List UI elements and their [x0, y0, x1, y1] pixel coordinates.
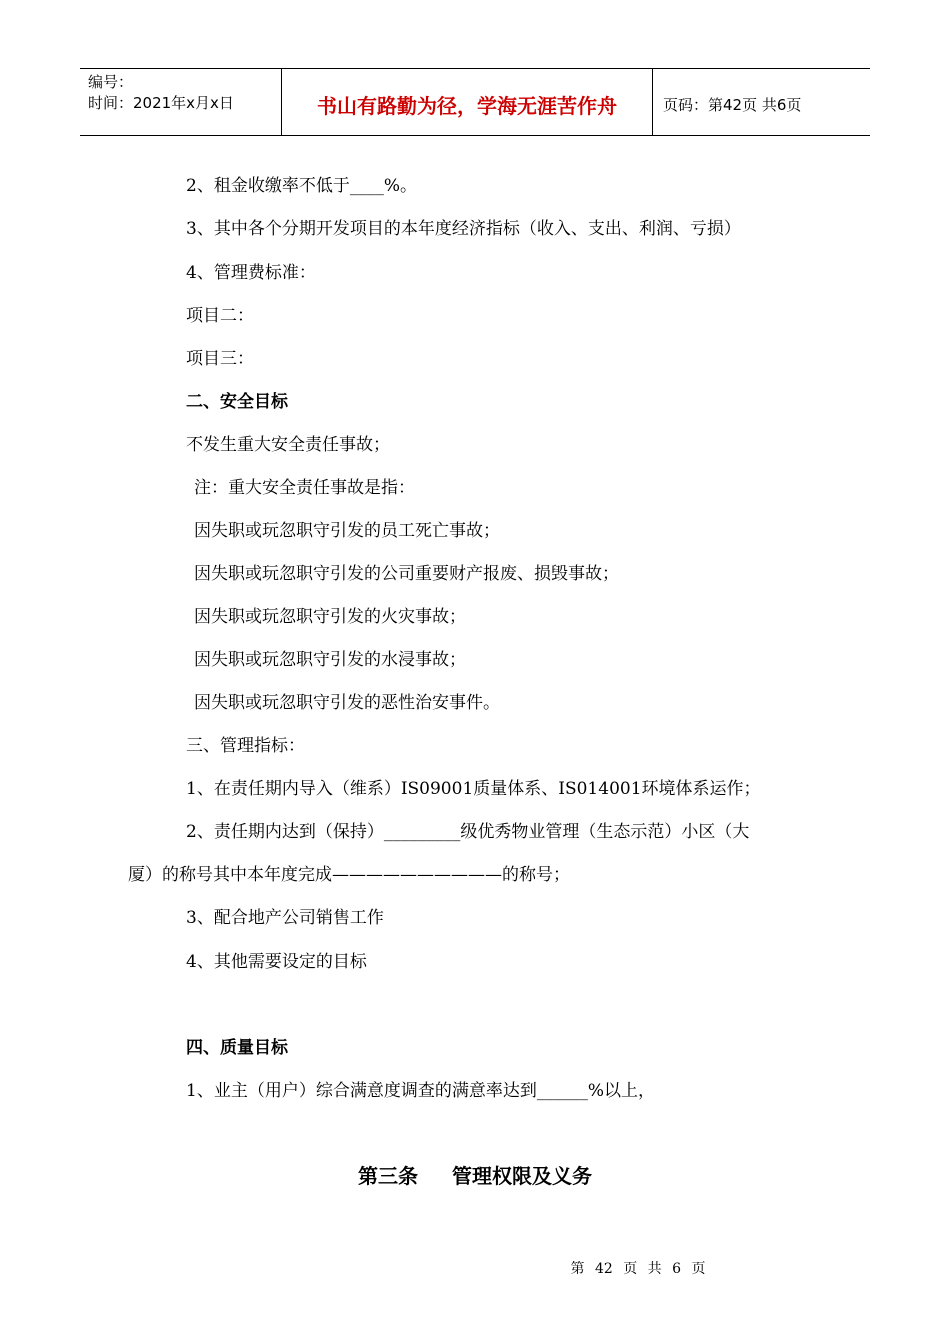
- body-line-other-goals: 4、其他需要设定的目标: [186, 952, 367, 972]
- page-footer: 第 42 页 共 6 页: [570, 1261, 706, 1277]
- body-line-accident-property: 因失职或玩忽职守引发的公司重要财产报废、损毁事故；: [194, 564, 619, 584]
- body-line-accident-death: 因失职或玩忽职守引发的员工死亡事故；: [194, 521, 500, 541]
- body-line-management-fee: 4、管理费标准：: [186, 263, 316, 283]
- body-line-excellent-property: 2、责任期内达到（保持）_________级优秀物业管理（生态示范）小区（大: [186, 822, 750, 842]
- page-header: [80, 68, 870, 136]
- time-label: 时间：2021年x月x日: [88, 94, 234, 112]
- body-line-satisfaction: 1、业主（用户）综合满意度调查的满意率达到______%以上，: [186, 1081, 655, 1101]
- body-line-economic-indicators: 3、其中各个分期开发项目的本年度经济指标（收入、支出、利润、亏损）: [186, 219, 741, 239]
- article-heading: [0, 1160, 950, 1189]
- article-number: 第三条: [358, 1164, 418, 1188]
- body-line-note: 注：重大安全责任事故是指：: [194, 478, 415, 498]
- body-line-accident-security: 因失职或玩忽职守引发的恶性治安事件。: [194, 693, 500, 713]
- header-page-info: 页码：第42页 共6页: [663, 95, 802, 114]
- body-line-no-accident: 不发生重大安全责任事故；: [186, 435, 390, 455]
- body-line-accident-fire: 因失职或玩忽职守引发的火灾事故；: [194, 607, 466, 627]
- body-line-title-completion: 厦）的称号其中本年度完成——————————的称号；: [128, 865, 570, 885]
- header-meta: [80, 69, 281, 135]
- heading-management-indicators: 三、管理指标：: [186, 736, 305, 756]
- header-motto: 书山有路勤为径，学海无涯苦作舟: [281, 69, 653, 135]
- heading-quality-goal: 四、质量目标: [186, 1038, 288, 1058]
- body-line-sales-support: 3、配合地产公司销售工作: [186, 908, 384, 928]
- body-line-rent-rate: 2、租金收缴率不低于____%。: [186, 176, 417, 196]
- body-line-iso: 1、在责任期内导入（维系）IS09001质量体系、IS014001环境体系运作；: [186, 779, 761, 799]
- article-title: 管理权限及义务: [452, 1164, 592, 1188]
- heading-safety-goal: 二、安全目标: [186, 392, 288, 412]
- body-line-accident-flood: 因失职或玩忽职守引发的水浸事故；: [194, 650, 466, 670]
- body-line-project-two: 项目二：: [186, 306, 254, 326]
- body-line-project-three: 项目三：: [186, 349, 254, 369]
- code-label: 编号：: [88, 73, 134, 91]
